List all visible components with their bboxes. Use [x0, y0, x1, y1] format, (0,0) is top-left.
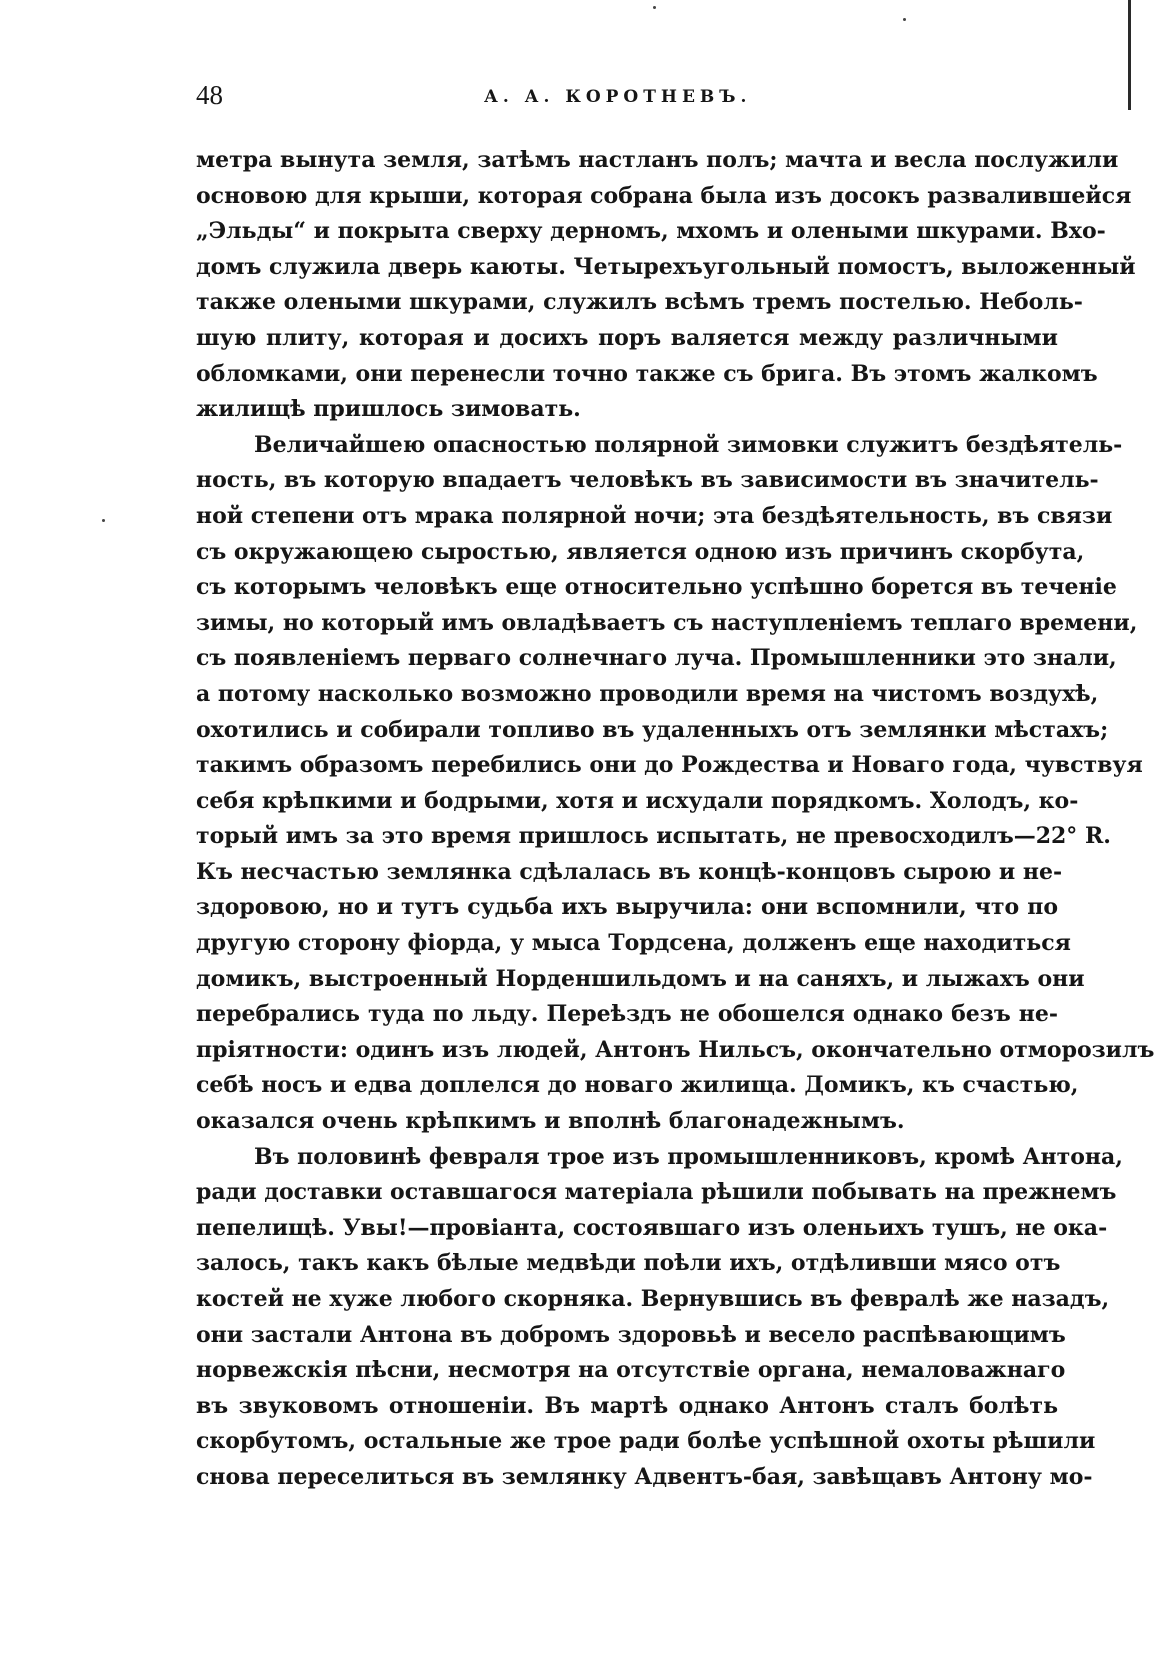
text-line: также олеными шкурами, служилъ всѣмъ тремъ постелью. Неболь- — [196, 289, 1083, 316]
text-line: здоровою, но и тутъ судьба ихъ выручила: они вспомнили, что по — [196, 894, 1058, 921]
text-line: основою для крыши, которая собрана была изъ досокъ развалившейся — [196, 182, 1132, 209]
scan-speck — [102, 519, 105, 522]
scan-speck — [653, 6, 656, 9]
paragraph — [196, 428, 1154, 1140]
text-line: „Эльды“ и покрыта сверху дерномъ, мхомъ и олеными шкурами. Вхо- — [196, 218, 1106, 245]
text-line: пріятности: одинъ изъ людей, Антонъ Нильсъ, окончательно отморозилъ — [196, 1036, 1154, 1063]
text-line: костей не хуже любого скорняка. Вернувшись въ февралѣ же назадъ, — [196, 1286, 1110, 1312]
text-line: метра вынута земля, затѣмъ настланъ полъ; мачта и весла послужили — [196, 147, 1119, 173]
text-line: жилищѣ пришлось зимовать. — [196, 396, 581, 423]
scan-speck — [903, 18, 906, 21]
page-header — [196, 80, 1056, 120]
text-line: домикъ, выстроенный Норденшильдомъ и на саняхъ, и лыжахъ они — [196, 965, 1085, 992]
text-line: ной степени отъ мрака полярной ночи; эта бездѣятельность, въ связи — [196, 502, 1113, 529]
body-text — [196, 143, 1154, 1496]
text-line: пепелищѣ. Увы!—провіанта, состоявшаго изъ оленьихъ тушъ, не ока- — [196, 1214, 1108, 1241]
text-line: торый имъ за это время пришлось испытать, не превосходилъ—22° R. — [196, 823, 1111, 850]
page-number: 48 — [196, 80, 223, 110]
text-line: себя крѣпкими и бодрыми, хотя и исхудали порядкомъ. Холодъ, ко- — [196, 787, 1079, 814]
text-line: Къ несчастью землянка сдѣлалась въ концѣ-концовъ сырою и не- — [196, 858, 1063, 885]
paragraph — [196, 1140, 1123, 1496]
text-line: а потому насколько возможно проводили время на чистомъ воздухѣ, — [196, 680, 1099, 707]
text-line: зимы, но который имъ овладѣваетъ съ наступленіемъ теплаго времени, — [196, 609, 1138, 636]
text-line: Величайшею опасностью полярной зимовки служитъ бездѣятель- — [254, 431, 1123, 458]
text-line: ради доставки оставшагося матеріала рѣшили побывать на прежнемъ — [196, 1179, 1117, 1206]
text-line: залось, такъ какъ бѣлые медвѣди поѣли ихъ, отдѣливши мясо отъ — [196, 1250, 1061, 1277]
text-line: другую сторону фіорда, у мыса Тордсена, долженъ еще находиться — [196, 930, 1071, 957]
text-line: съ окружающею сыростью, является одною изъ причинъ скорбута, — [196, 538, 1085, 565]
text-line: въ звуковомъ отношеніи. Въ мартѣ однако Антонъ сталъ болѣть — [196, 1392, 1058, 1419]
text-line: Въ половинѣ февраля трое изъ промышленниковъ, кромѣ Антона, — [254, 1143, 1123, 1170]
page-edge-shadow — [1128, 0, 1131, 110]
text-line: скорбутомъ, остальные же трое ради болѣе успѣшной охоты рѣшили — [196, 1428, 1096, 1455]
text-line: съ которымъ человѣкъ еще относительно успѣшно борется въ теченіе — [196, 574, 1117, 601]
running-head: А. А. КОРОТНЕВЪ. — [484, 87, 752, 107]
text-line: перебрались туда по льду. Переѣздъ не обошелся однако безъ не- — [196, 1001, 1058, 1028]
text-line: ность, въ которую впадаетъ человѣкъ въ зависимости въ значитель- — [196, 467, 1099, 494]
text-line: такимъ образомъ перебились они до Рождества и Новаго года, чувствуя — [196, 752, 1143, 779]
text-line: охотились и собирали топливо въ удаленныхъ отъ землянки мѣстахъ; — [196, 716, 1109, 743]
text-line: они застали Антона въ добромъ здоровьѣ и весело распѣвающимъ — [196, 1321, 1066, 1348]
text-line: шую плиту, которая и досихъ поръ валяется между различными — [196, 324, 1058, 351]
text-line: оказался очень крѣпкимъ и вполнѣ благонадежнымъ. — [196, 1108, 905, 1135]
text-line: домъ служила дверь каюты. Четырехъугольный помостъ, выложенный — [196, 253, 1136, 280]
text-line: норвежскія пѣсни, несмотря на отсутствіе органа, немаловажнаго — [196, 1357, 1066, 1384]
text-line: снова переселиться въ землянку Адвентъ-бая, завѣщавъ Антону мо- — [196, 1463, 1093, 1490]
text-line: себѣ носъ и едва доплелся до новаго жилища. Домикъ, къ счастью, — [196, 1072, 1079, 1099]
text-line: съ появленіемъ перваго солнечнаго луча. Промышленники это знали, — [196, 645, 1117, 672]
text-line: обломками, они перенесли точно также съ брига. Въ этомъ жалкомъ — [196, 360, 1098, 387]
paragraph — [196, 143, 1136, 428]
